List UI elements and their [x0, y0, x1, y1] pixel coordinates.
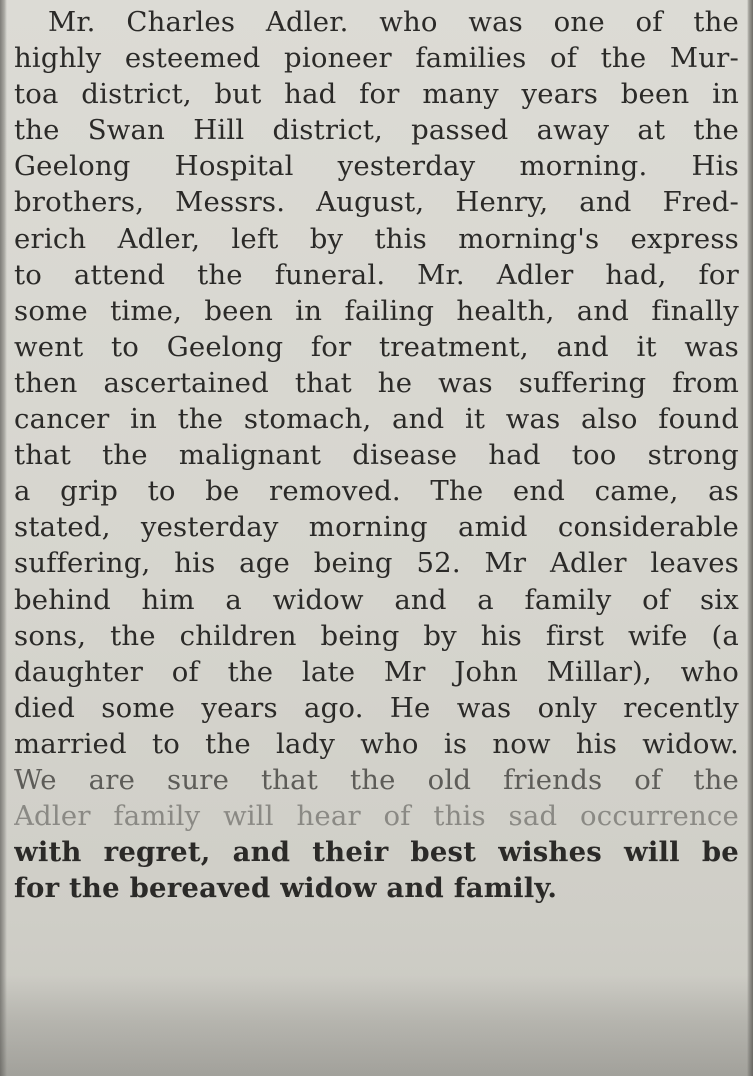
ink-smudge	[0, 975, 753, 1076]
article-line: that the malignant disease had too strong	[14, 439, 739, 472]
article-line: Mr. Charles Adler. who was one of the	[48, 6, 739, 38]
article-line: stated, yesterday morning amid considerable	[14, 511, 739, 544]
article-line: Geelong Hospital yesterday morning. His	[14, 150, 739, 183]
article-line: married to the lady who is now his widow.	[14, 727, 739, 760]
article-line: went to Geelong for treatment, and it was	[14, 330, 739, 363]
article-line: brothers, Messrs. August, Henry, and Fred-	[14, 186, 739, 219]
article-line: Adler family will hear of this sad occurrence	[14, 800, 739, 833]
article-line: the Swan Hill district, passed away at the	[14, 114, 739, 147]
article-line: erich Adler, left by this morning's express	[14, 222, 739, 255]
clipping-left-edge	[0, 0, 7, 1076]
article-line: suffering, his age being 52. Mr Adler leaves	[14, 547, 739, 580]
obituary-article	[14, 4, 739, 906]
article-line: to attend the funeral. Mr. Adler had, for	[14, 258, 739, 291]
clipping-right-edge	[747, 0, 753, 1076]
article-line: daughter of the late Mr John Millar), who	[14, 655, 739, 688]
article-line: with regret, and their best wishes will be	[14, 836, 739, 869]
article-line: a grip to be removed. The end came, as	[14, 475, 739, 508]
article-line: behind him a widow and a family of six	[14, 583, 739, 616]
article-line: toa district, but had for many years been in	[14, 78, 739, 111]
article-line: some time, been in failing health, and finally	[14, 294, 739, 327]
article-line: sons, the children being by his first wife (a	[14, 619, 739, 652]
article-line: We are sure that the old friends of the	[14, 763, 739, 796]
article-line: for the bereaved widow and family.	[14, 872, 558, 905]
article-line: died some years ago. He was only recently	[14, 691, 739, 724]
article-line: highly esteemed pioneer families of the Mur-	[14, 42, 739, 75]
article-line: cancer in the stomach, and it was also found	[14, 403, 739, 436]
article-line: then ascertained that he was suffering from	[14, 366, 739, 399]
